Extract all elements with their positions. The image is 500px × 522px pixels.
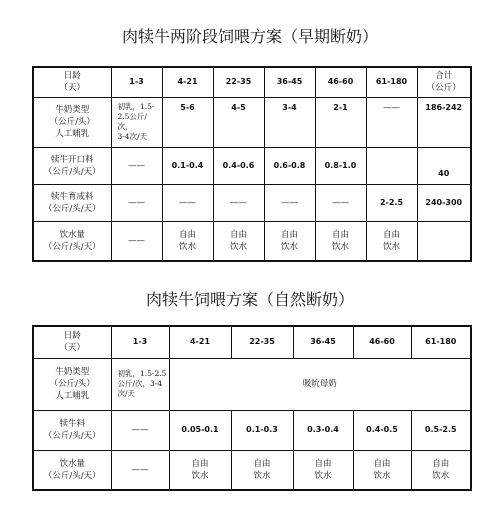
header-col: 22-35 <box>213 67 264 97</box>
table-cell: 240-300 <box>417 184 471 221</box>
header-label: 日龄 （天） <box>33 67 111 97</box>
table-cell-dash: —— <box>111 184 162 221</box>
table-cell: 自由 饮水 <box>213 221 264 261</box>
table-cell: 自由 饮水 <box>366 221 417 261</box>
table-cell: 0.05-0.1 <box>169 410 231 450</box>
table-cell: 40 <box>417 147 471 184</box>
table-cell: 0.1-0.3 <box>231 410 293 450</box>
table-cell: 0.4-0.5 <box>353 410 411 450</box>
table-cell: 2-1 <box>315 97 366 147</box>
row-label: 牛奶类型 （公斤/头） 人工哺乳 <box>33 97 111 147</box>
table-row <box>33 450 471 490</box>
table-row <box>33 358 471 410</box>
table-cell: 186-242 <box>417 97 471 147</box>
header-col: 46-60 <box>353 326 411 358</box>
row-label: 饮水量 （公斤/头/天） <box>33 221 111 261</box>
table-cell: 3-4 <box>264 97 315 147</box>
feeding-table-natural-weaning <box>32 325 472 491</box>
feeding-table-early-weaning <box>32 66 472 262</box>
table-cell: 0.6-0.8 <box>264 147 315 184</box>
header-col: 22-35 <box>231 326 293 358</box>
table-cell: 自由 饮水 <box>264 221 315 261</box>
table-cell-dash: —— <box>366 97 417 147</box>
header-col: 36-45 <box>293 326 353 358</box>
table-cell: 初乳，1.5-2.5 公斤/次，3-4 次/天 <box>111 358 169 410</box>
table-cell-merged: 吸吮母奶 <box>169 358 471 410</box>
table-row <box>33 184 471 221</box>
table-cell-dash: —— <box>111 147 162 184</box>
table-row <box>33 410 471 450</box>
table-cell <box>417 221 471 261</box>
header-col-total: 合计 （公斤） <box>417 67 471 97</box>
header-col: 1-3 <box>111 67 162 97</box>
table-cell: 初乳，1.5- 2.5公斤/次， 3-4次/天 <box>111 97 162 147</box>
header-col: 4-21 <box>162 67 213 97</box>
table-cell-dash: —— <box>315 184 366 221</box>
table1-title: 肉犊牛两阶段饲喂方案（早期断奶） <box>121 27 378 46</box>
table-row-header <box>33 67 471 97</box>
table-cell-dash: —— <box>264 184 315 221</box>
table-row <box>33 221 471 261</box>
header-label: 日龄 （天） <box>33 326 111 358</box>
row-label: 饮水量 （公斤/头/天） <box>33 450 111 490</box>
row-label: 牛奶类型 （公斤/头） 人工哺乳 <box>33 358 111 410</box>
table-cell: 自由 饮水 <box>293 450 353 490</box>
table-cell: 自由 饮水 <box>231 450 293 490</box>
table-cell: 2-2.5 <box>366 184 417 221</box>
table-cell: 自由 饮水 <box>169 450 231 490</box>
table-cell: 0.5-2.5 <box>411 410 471 450</box>
table-cell: 4-5 <box>213 97 264 147</box>
table-cell: 0.3-0.4 <box>293 410 353 450</box>
table-cell: 5-6 <box>162 97 213 147</box>
table-cell: 自由 饮水 <box>353 450 411 490</box>
table-cell: 自由 饮水 <box>162 221 213 261</box>
table-cell-dash: —— <box>111 221 162 261</box>
header-col: 61-180 <box>366 67 417 97</box>
table-row-header <box>33 326 471 358</box>
header-col: 46-60 <box>315 67 366 97</box>
table-cell-dash: —— <box>111 450 169 490</box>
header-col: 36-45 <box>264 67 315 97</box>
table-cell-dash: —— <box>111 410 169 450</box>
header-col: 1-3 <box>111 326 169 358</box>
table-cell: 0.4-0.6 <box>213 147 264 184</box>
table-cell <box>366 147 417 184</box>
table-row <box>33 97 471 147</box>
table2-title: 肉犊牛饲喂方案（自然断奶） <box>145 290 354 309</box>
table-cell: 0.1-0.4 <box>162 147 213 184</box>
row-label: 犊牛开口料 （公斤/头/天） <box>33 147 111 184</box>
table-cell: 自由 饮水 <box>411 450 471 490</box>
table-cell-dash: —— <box>162 184 213 221</box>
table-row <box>33 147 471 184</box>
header-col: 61-180 <box>411 326 471 358</box>
table-cell: 自由 饮水 <box>315 221 366 261</box>
row-label: 犊牛育成料 （公斤/头/天） <box>33 184 111 221</box>
row-label: 犊牛料 （公斤/头/天） <box>33 410 111 450</box>
header-col: 4-21 <box>169 326 231 358</box>
table-cell-dash: —— <box>213 184 264 221</box>
table-cell: 0.8-1.0 <box>315 147 366 184</box>
